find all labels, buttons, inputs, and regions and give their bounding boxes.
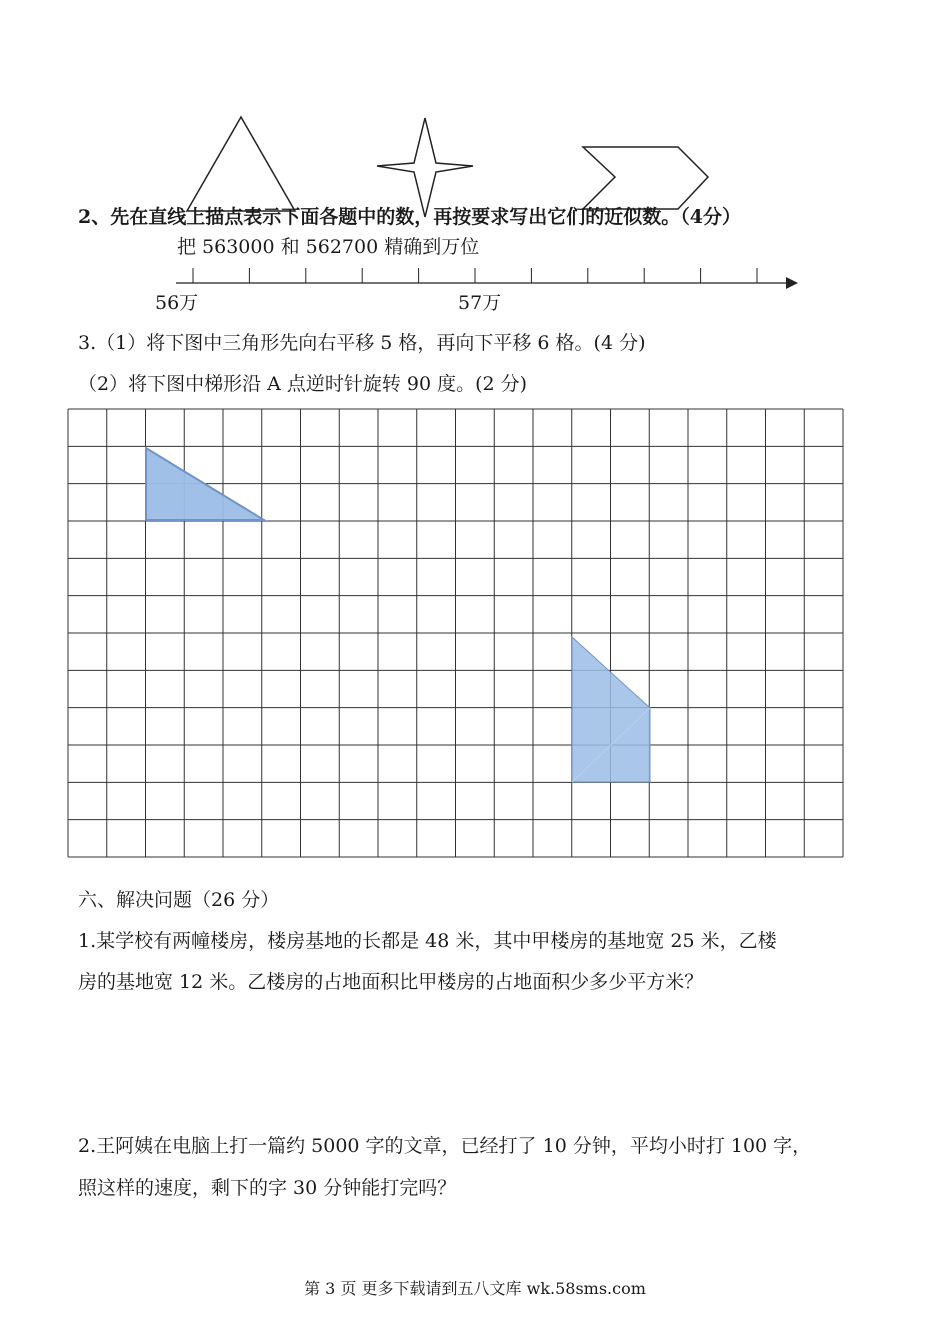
q3-part1: 3.（1）将下图中三角形先向右平移 5 格，再向下平移 6 格。(4 分): [78, 332, 646, 354]
number-line-label-56: 56万: [155, 292, 199, 314]
q2-heading: 2、先在直线上描点表示下面各题中的数，再按要求写出它们的近似数。（4分）: [78, 206, 741, 228]
q2-instruction: 把 563000 和 562700 精确到万位: [177, 236, 480, 258]
number-line-label-57: 57万: [458, 292, 502, 314]
q3-part2: （2）将下图中梯形沿 A 点逆时针旋转 90 度。(2 分): [78, 373, 528, 395]
problem1-line1: 1.某学校有两幢楼房，楼房基地的长都是 48 米，其中甲楼房的基地宽 25 米，乙楼: [78, 930, 777, 952]
problem2-line1: 2.王阿姨在电脑上打一篇约 5000 字的文章，已经打了 10 分钟，平均小时打 100 字，: [78, 1135, 812, 1157]
section6-title: 六、解决问题（26 分）: [78, 889, 280, 911]
problem2-line2: 照这样的速度，剩下的字 30 分钟能打完吗？: [78, 1177, 457, 1199]
page-footer: 第 3 页 更多下载请到五八文库 wk.58sms.com: [304, 1279, 646, 1298]
problem1-line2: 房的基地宽 12 米。乙楼房的占地面积比甲楼房的占地面积少多少平方米？: [78, 971, 704, 993]
